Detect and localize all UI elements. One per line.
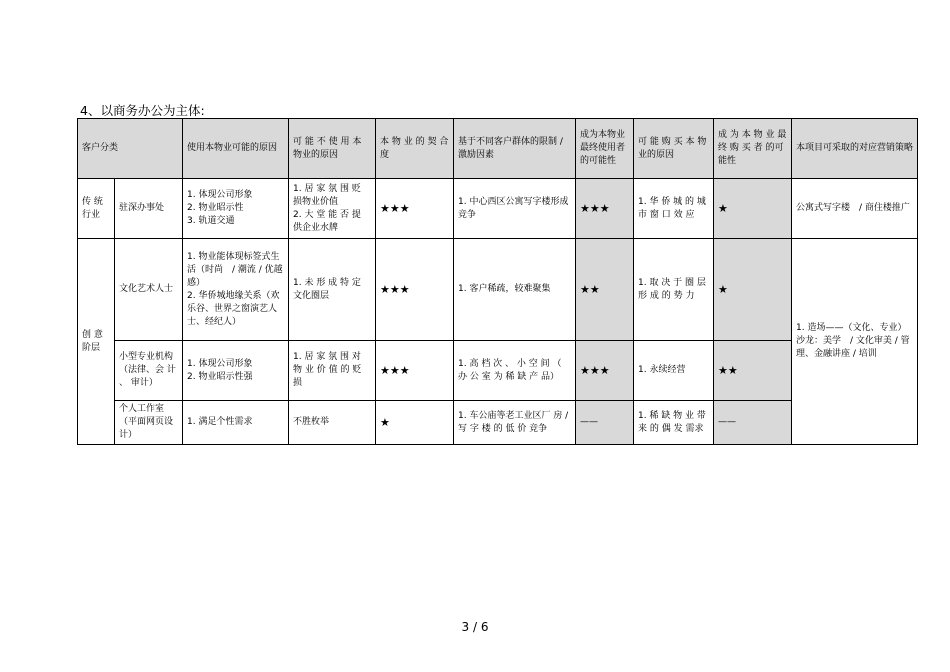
use-reasons-cell: 1. 满足个性需求 — [183, 401, 289, 445]
segment-name: 驻深办事处 — [115, 179, 183, 239]
factors-cell: 1. 中心西区公寓写字楼形成竞争 — [454, 179, 576, 239]
fit-rating: ★ — [376, 401, 454, 445]
header-use-reasons: 使用本物业可能的原因 — [183, 119, 289, 179]
factors-cell: 1. 客户稀疏，较难聚集 — [454, 239, 576, 341]
factors-cell: 1. 高 档 次 、 小 空 间 （ 办 公 室 为 稀 缺 产 品） — [454, 341, 576, 401]
header-fit: 本 物 业 的 契 合度 — [376, 119, 454, 179]
buyer-possibility-rating: —— — [714, 401, 792, 445]
page-number: 3 / 6 — [461, 620, 489, 634]
user-possibility-rating: —— — [576, 401, 634, 445]
buy-reasons-cell: 1. 永续经营 — [634, 341, 714, 401]
fit-rating: ★★★ — [376, 239, 454, 341]
not-use-reasons-cell: 不胜枚举 — [289, 401, 376, 445]
buy-reasons-cell: 1. 稀 缺 物 业 带 来 的 偶 发 需求 — [634, 401, 714, 445]
buy-reasons-cell: 1. 取 决 于 圈 层 形 成 的 势 力 — [634, 239, 714, 341]
section-heading: 4、以商务办公为主体: — [80, 103, 205, 118]
buy-reasons-cell: 1. 华 侨 城 的 城 市 窗 口 效 应 — [634, 179, 714, 239]
header-not-use-reasons: 可 能 不 使 用 本 物业的原因 — [289, 119, 376, 179]
header-factors: 基于不同客户群体的限制 / 激励因素 — [454, 119, 576, 179]
table-row — [78, 239, 918, 341]
segment-name: 文化艺术人士 — [115, 239, 183, 341]
buyer-possibility-rating: ★ — [714, 179, 792, 239]
buyer-possibility-rating: ★★ — [714, 341, 792, 401]
use-reasons-cell: 1. 体现公司形象 2. 物业昭示性 3. 轨道交通 — [183, 179, 289, 239]
user-possibility-rating: ★★ — [576, 239, 634, 341]
user-possibility-rating: ★★★ — [576, 341, 634, 401]
buyer-possibility-rating: ★ — [714, 239, 792, 341]
header-final-buyer-possibility: 成 为 本 物 业 最 终 购 买 者 的可能性 — [714, 119, 792, 179]
segment-name: 个人工作室（平面网页设计） — [115, 401, 183, 445]
segment-name: 小型专业机构（法律、会 计 、 审计） — [115, 341, 183, 401]
header-row — [78, 119, 918, 179]
table-row — [78, 341, 918, 401]
header-strategy: 本项目可采取的对应营销策略 — [792, 119, 918, 179]
header-buy-reasons: 可 能 购 买 本 物业的原因 — [634, 119, 714, 179]
user-possibility-rating: ★★★ — [576, 179, 634, 239]
strategy-cell: 公寓式写字楼 / 商住楼推广 — [792, 179, 918, 239]
header-final-user-possibility: 成为本物业最终使用者的可能性 — [576, 119, 634, 179]
group-traditional: 传 统 行业 — [78, 179, 115, 239]
fit-rating: ★★★ — [376, 341, 454, 401]
table-row — [78, 401, 918, 445]
not-use-reasons-cell: 1. 未 形 成 特 定 文化圈层 — [289, 239, 376, 341]
customer-segment-table — [77, 118, 918, 445]
use-reasons-cell: 1. 物业能体现标签式生活（时尚 / 潮流 / 优越感） 2. 华侨城地缘关系（欢乐谷、世界之窗演艺人士、经纪人） — [183, 239, 289, 341]
header-category: 客户分类 — [78, 119, 183, 179]
table-row — [78, 179, 918, 239]
use-reasons-cell: 1. 体现公司形象 2. 物业昭示性强 — [183, 341, 289, 401]
fit-rating: ★★★ — [376, 179, 454, 239]
not-use-reasons-cell: 1. 居 家 氛 围 贬 损物业价值 2. 大 堂 能 否 提 供企业水牌 — [289, 179, 376, 239]
not-use-reasons-cell: 1. 居 家 氛 围 对 物 业 价 值 的 贬 损 — [289, 341, 376, 401]
group-creative: 创 意 阶层 — [78, 239, 115, 445]
creative-strategy-cell: 1. 造场——（文化、专业）沙龙：美学 / 文化审美 / 管理、金融讲座 / 培训 — [792, 239, 918, 445]
factors-cell: 1. 车公庙等老工业区厂 房 / 写 字 楼 的 低 价 竞争 — [454, 401, 576, 445]
